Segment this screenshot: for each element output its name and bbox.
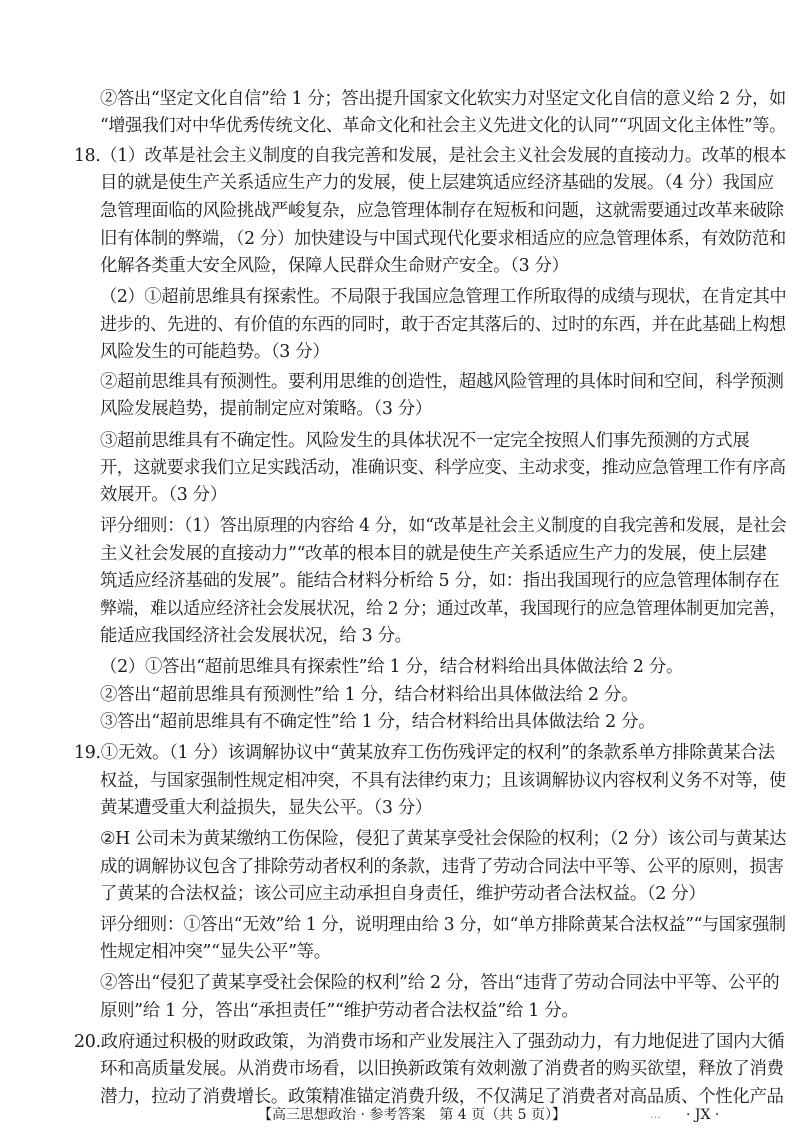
answer-line: 原则”给 1 分，答出“承担责任”“维护劳动者合法权益”给 1 分。 — [100, 1001, 579, 1021]
answer-line: ②H 公司未为黄某缴纳工伤保险，侵犯了黄某享受社会保险的权利；（2 分）该公司与黄某达 — [100, 829, 787, 849]
answer-line: 评分细则：①答出“无效”给 1 分，说明理由给 3 分，如“单方排除黄某合法权益”“与国家强制 — [100, 915, 786, 935]
answer-line: 性规定相冲突”“显失公平”等。 — [100, 942, 331, 962]
answer-line: 弊端，难以适应经济社会发展状况，给 2 分；通过改革，我国现行的应急管理体制更加完善， — [100, 599, 786, 619]
answer-line: 评分细则：（1）答出原理的内容给 4 分，如“改革是社会主义制度的自我完善和发展，是社会 — [100, 516, 787, 536]
answer-line: 环和高质量发展。从消费市场看，以旧换新政策有效刺激了消费者的购买欲望，释放了消费 — [100, 1059, 784, 1079]
answer-line: 化解各类重大安全风险，保障人民群众生命财产安全。（3 分） — [100, 256, 569, 276]
answer-line: ②超前思维具有预测性。要利用思维的创造性，超越风险管理的具体时间和空间，科学预测 — [100, 372, 784, 392]
answer-line: 效展开。（3 分） — [100, 485, 227, 505]
answer-line: 筑适应经济基础的发展”。能结合材料分析给 5 分，如：指出我国现行的应急管理体制存在 — [100, 571, 780, 591]
answer-line: “增强我们对中华优秀传统文化、革命文化和社会主义先进文化的认同”“巩固文化主体性”等。 — [100, 116, 786, 136]
answer-line: ③答出“超前思维具有不确定性”给 1 分，结合材料给出具体做法给 2 分。 — [100, 712, 656, 732]
answer-line: （2）①超前思维具有探索性。不局限于我国应急管理工作所取得的成绩与现状，在肯定其中 — [100, 287, 787, 307]
answer-line: ②答出“侵犯了黄某享受社会保险的权利”给 2 分，答出“违背了劳动合同法中平等、公平的 — [100, 973, 780, 993]
answer-line: 成的调解协议包含了排除劳动者权利的条款，违背了劳动合同法中平等、公平的原则，损害 — [100, 857, 784, 877]
answer-line: 进步的、先进的、有价值的东西的同时，敢于否定其落后的、过时的东西，并在此基础上构想 — [100, 315, 786, 335]
answer-line: 风险发展趋势，提前制定应对策略。（3 分） — [100, 399, 433, 419]
answer-line: 权益，与国家强制性规定相冲突，不具有法律约束力；且该调解协议内容权利义务不对等，使 — [100, 771, 786, 791]
answer-line: 了黄某的合法权益；该公司应主动承担自身责任，维护劳动者合法权益。（2 分） — [100, 884, 706, 904]
answer-line: 潜力，拉动了消费增长。政策精准锚定消费升级，不仅满足了消费者对高品质、个性化产品 — [100, 1087, 784, 1107]
footer-page-info: 【高三思想政治 · 参考答案 第 4 页（共 5 页）】 — [258, 1107, 566, 1123]
answer-line: ②答出“超前思维具有预测性”给 1 分，结合材料给出具体做法给 2 分。 — [100, 685, 639, 705]
answer-line: ②答出“坚定文化自信”给 1 分；答出提升国家文化软实力对坚定文化自信的意义给 2 分，如 — [100, 89, 786, 109]
answer-line: 风险发生的可能趋势。（3 分） — [100, 342, 330, 362]
footer-code: · JX · — [686, 1107, 720, 1123]
answer-line: 开，这就要求我们立足实践活动，准确识变、科学应变、主动求变，推动应急管理工作有序高 — [100, 458, 786, 478]
answer-line: 黄某遭受重大利益损失，显失公平。（3 分） — [100, 798, 433, 818]
page-footer — [0, 1104, 800, 1126]
footer-ellipsis: … — [650, 1108, 661, 1121]
answer-line: 目的就是使生产关系适应生产力的发展，使上层建筑适应经济基础的发展。（4 分）我国应 — [100, 173, 774, 193]
answer-line: 旧有体制的弊端，（2 分）加快建设与中国式现代化要求相适应的应急管理体系，有效防范和 — [100, 229, 786, 249]
answer-line: ③超前思维具有不确定性。风险发生的具体状况不一定完全按照人们事先预测的方式展 — [100, 431, 750, 451]
answer-line: 能适应我国经济社会发展状况，给 3 分。 — [100, 626, 412, 646]
answer-line: 18.（1）改革是社会主义制度的自我完善和发展，是社会主义社会发展的直接动力。改革的根本 — [74, 146, 787, 166]
answer-line: （2）①答出“超前思维具有探索性”给 1 分，结合材料给出具体做法给 2 分。 — [100, 657, 684, 677]
answer-line: 主义社会发展的直接动力”“改革的根本目的就是使生产关系适应生产力的发展，使上层建 — [100, 544, 767, 564]
answer-line: 20.政府通过积极的财政政策，为消费市场和产业发展注入了强劲动力，有力地促进了国内大循 — [74, 1032, 785, 1052]
answer-line: 急管理面临的风险挑战严峻复杂，应急管理体制存在短板和问题，这就需要通过改革来破除 — [100, 201, 784, 221]
answer-line: 19.①无效。（1 分）该调解协议中“黄某放弃工伤伤残评定的权利”的条款系单方排除黄某合法 — [74, 743, 775, 763]
